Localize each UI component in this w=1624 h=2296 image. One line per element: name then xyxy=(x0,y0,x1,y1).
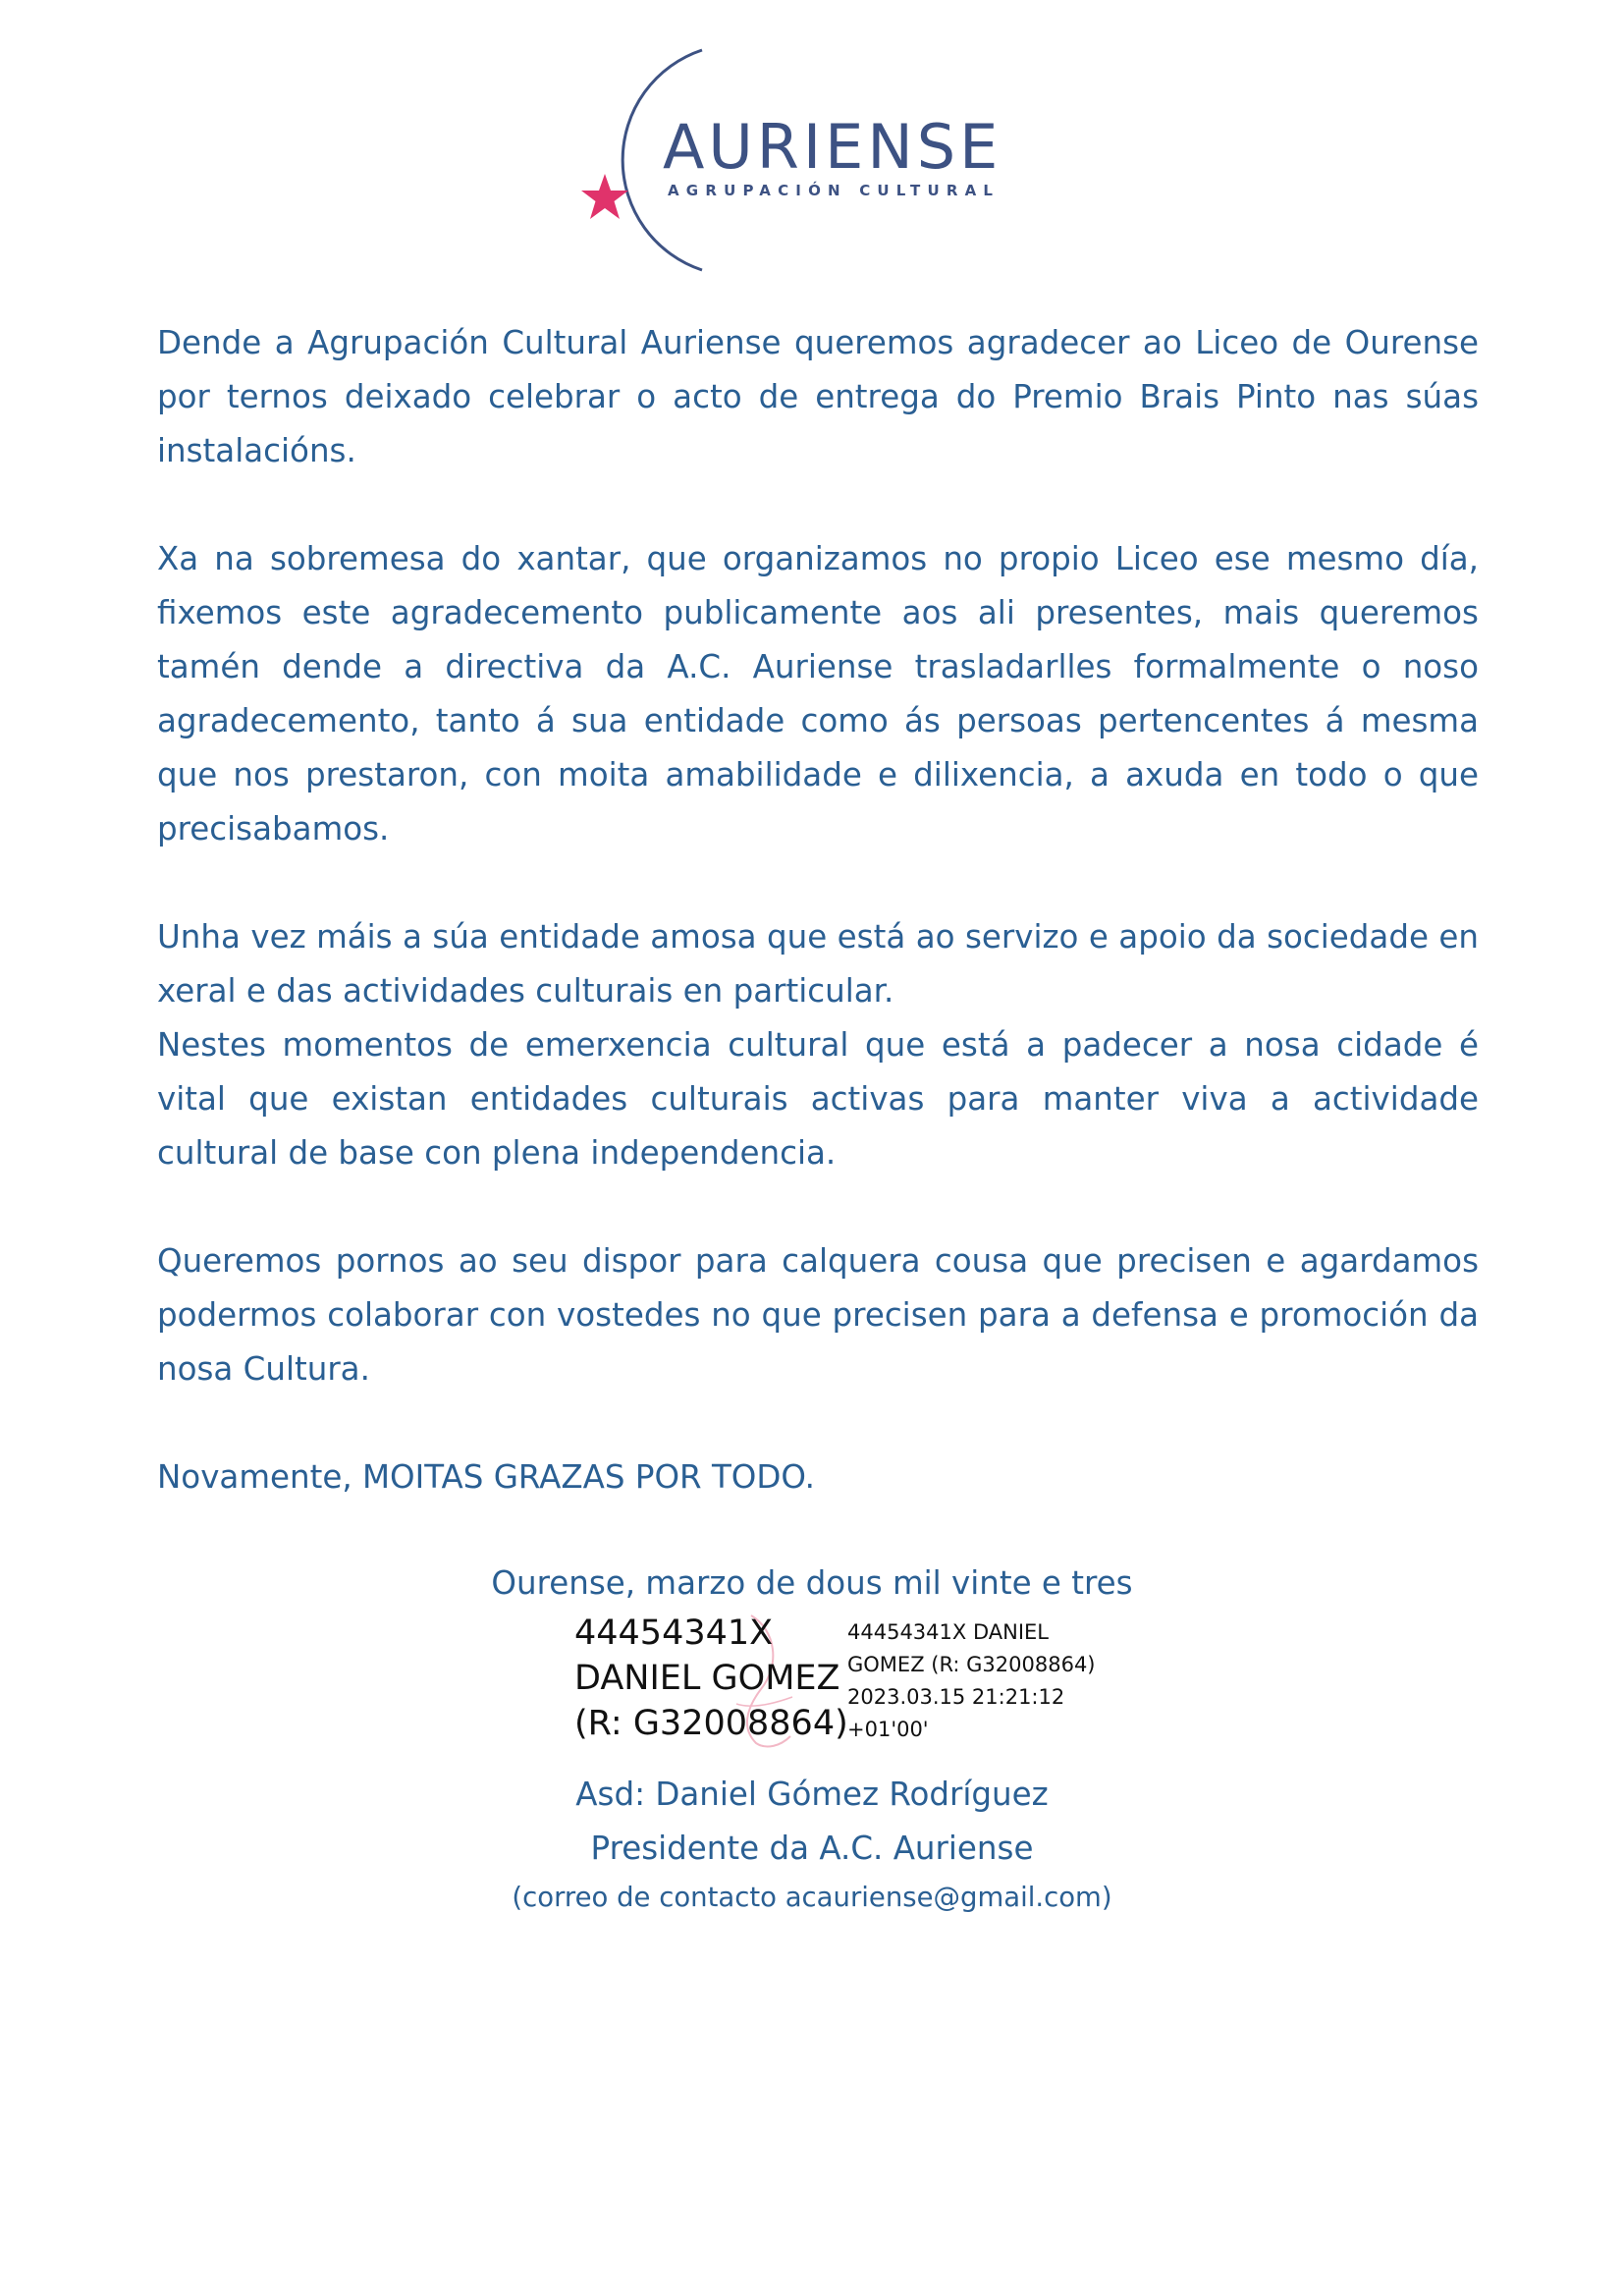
signer-contact: (correo de contacto acauriense@gmail.com) xyxy=(512,1882,1112,1913)
paragraph-details: Xa na sobremesa do xantar, que organizamos no propio Liceo ese mesmo día, fixemos este agradecemento publicamente aos ali presentes, mais queremos tamén dende a directiva da A.C. Auriense trasladarlles formalmente o noso agradecemento, tanto á sua entidade como ás persoas pertencentes á mesma que nos prestaron, con moita amabilidade e dilixencia, a axuda en todo o que precisabamos. xyxy=(157,540,1479,847)
paragraph-offer: Queremos pornos ao seu dispor para calquera cousa que precisen e agardamos podermos colaborar con vostedes no que precisen para a defensa e promoción da nosa Cultura. xyxy=(157,1242,1479,1388)
brand-subtitle: AGRUPACIÓN CULTURAL xyxy=(668,182,1001,199)
signer-block xyxy=(0,1768,1624,1920)
paragraph-thanks: Dende a Agrupación Cultural Auriense queremos agradecer ao Liceo de Ourense por ternos deixado celebrar o acto de entrega do Premio Brais Pinto nas súas instalacións. xyxy=(157,324,1479,469)
paragraph-emergency: Nestes momentos de emerxencia cultural que está a padecer a nosa cidade é vital que existan entidades culturais activas para manter viva a actividade cultural de base con plena independencia. xyxy=(157,1026,1479,1172)
signer-name: Asd: Daniel Gómez Rodríguez xyxy=(575,1776,1049,1813)
signature-timestamp: 2023.03.15 21:21:12 xyxy=(847,1685,1065,1709)
signature-detail-line: GOMEZ (R: G32008864) xyxy=(847,1653,1096,1676)
letter-body xyxy=(157,316,1479,1504)
place-date: Ourense, marzo de dous mil vinte e tres xyxy=(491,1564,1133,1602)
signature-name-block xyxy=(574,1611,848,1746)
signature-id: 44454341X xyxy=(574,1613,774,1653)
signature-details xyxy=(847,1616,1096,1746)
auriense-logo xyxy=(569,44,1001,280)
signer-role: Presidente da A.C. Auriense xyxy=(590,1830,1034,1867)
signature-name: DANIEL GOMEZ xyxy=(574,1659,840,1698)
paragraph-service: Unha vez máis a súa entidade amosa que está ao servizo e apoio da sociedade en xeral e das actividades culturais en particular. xyxy=(157,918,1479,1010)
star-icon xyxy=(579,172,630,223)
digital-signature xyxy=(574,1611,1124,1758)
signature-timezone: +01'00' xyxy=(847,1718,929,1741)
paragraph-closing: Novamente, MOITAS GRAZAS POR TODO. xyxy=(157,1458,816,1496)
brand-name: AURIENSE xyxy=(663,111,1002,183)
signature-representative: (R: G32008864) xyxy=(574,1704,848,1743)
signature-detail-line: 44454341X DANIEL xyxy=(847,1620,1049,1644)
